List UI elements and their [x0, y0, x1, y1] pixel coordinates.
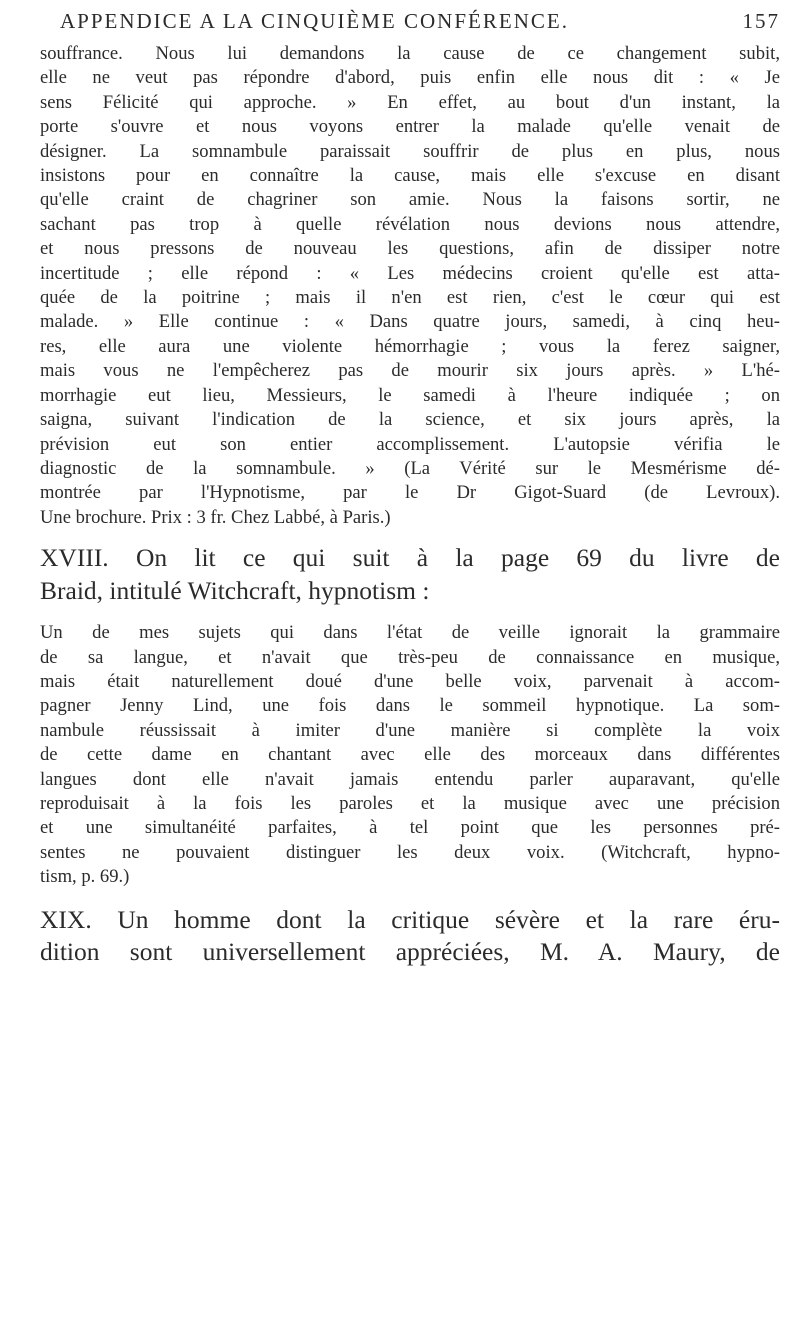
text-line: insistons pour en connaître la cause, mais elle s'excuse en disant [40, 165, 780, 187]
text-line: elle ne veut pas répondre d'abord, puis enfin elle nous dit : « Je [40, 67, 780, 89]
page-number: 157 [742, 9, 780, 33]
text-line: mais était naturellement doué d'une belle voix, parvenait à accom- [40, 670, 780, 692]
text-line: de sa langue, et n'avait que très-peu de connaissance en musique, [40, 646, 780, 668]
text-line: Une brochure. Prix : 3 fr. Chez Labbé, à Paris.) [40, 506, 391, 528]
text-line: désigner. La somnambule paraissait souffrir de plus en plus, nous [40, 140, 780, 162]
text-line: sentes ne pouvaient distinguer les deux voix. (Witchcraft, hypno- [40, 841, 780, 863]
heading-line: dition sont universellement appréciées, M. A. Maury, de [40, 937, 780, 967]
text-line: et nous pressons de nouveau les questions, afin de dissiper notre [40, 238, 780, 260]
text-line: prévision eut son entier accomplissement. L'autopsie vérifia le [40, 433, 780, 455]
text-line: et une simultanéité parfaites, à tel point que les personnes pré- [40, 817, 780, 839]
text-line: morrhagie eut lieu, Messieurs, le samedi à l'heure indiquée ; on [40, 384, 780, 406]
text-line: pagner Jenny Lind, une fois dans le sommeil hypnotique. La som- [40, 695, 780, 717]
paragraph-braid-quote [40, 621, 780, 889]
text-line: res, elle aura une violente hémorrhagie ; vous la ferez saigner, [40, 335, 780, 357]
text-line: Un de mes sujets qui dans l'état de veille ignorait la grammaire [40, 622, 780, 644]
text-line: malade. » Elle continue : « Dans quatre jours, samedi, à cinq heu- [40, 311, 780, 333]
text-line: tism, p. 69.) [40, 866, 130, 888]
text-line: diagnostic de la somnambule. » (La Vérité sur le Mesmérisme dé- [40, 457, 780, 479]
text-line: souffrance. Nous lui demandons la cause de ce changement subit, [40, 43, 780, 64]
heading-line: XIX. Un homme dont la critique sévère et la rare éru- [40, 904, 780, 934]
text-line: reproduisait à la fois les paroles et la musique avec une précision [40, 792, 780, 814]
text-line: nambule réussissait à imiter d'une manière si complète la voix [40, 719, 780, 741]
text-line: de cette dame en chantant avec elle des morceaux dans différentes [40, 744, 780, 766]
text-line: sachant pas trop à quelle révélation nous devions nous attendre, [40, 213, 780, 235]
text-line: porte s'ouvre et nous voyons entrer la malade qu'elle venait de [40, 116, 780, 138]
section-heading-xviii [40, 542, 780, 607]
text-line: langues dont elle n'avait jamais entendu parler auparavant, qu'elle [40, 768, 780, 790]
heading-line: XVIII. On lit ce qui suit à la page 69 du livre de [40, 543, 780, 573]
text-line: montrée par l'Hypnotisme, par le Dr Gigot-Suard (de Levroux). [40, 482, 780, 504]
text-line: incertitude ; elle répond : « Les médecins croient qu'elle est atta- [40, 262, 780, 284]
text-line: qu'elle craint de chagriner son amie. Nous la faisons sortir, ne [40, 189, 780, 211]
running-head-title: APPENDICE A LA CINQUIÈME CONFÉRENCE. [60, 9, 569, 33]
paragraph-clairvoyance-account [40, 42, 780, 530]
heading-line: Braid, intitulé Witchcraft, hypnotism : [40, 575, 430, 605]
text-line: quée de la poitrine ; mais il n'en est rien, c'est le cœur qui est [40, 287, 780, 309]
text-line: sens Félicité qui approche. » En effet, au bout d'un instant, la [40, 91, 780, 113]
text-line: mais vous ne l'empêcherez pas de mourir six jours après. » L'hé- [40, 360, 780, 382]
section-heading-xix [40, 904, 780, 969]
text-line: saigna, suivant l'indication de la science, et six jours après, la [40, 409, 780, 431]
body-text [40, 42, 780, 969]
